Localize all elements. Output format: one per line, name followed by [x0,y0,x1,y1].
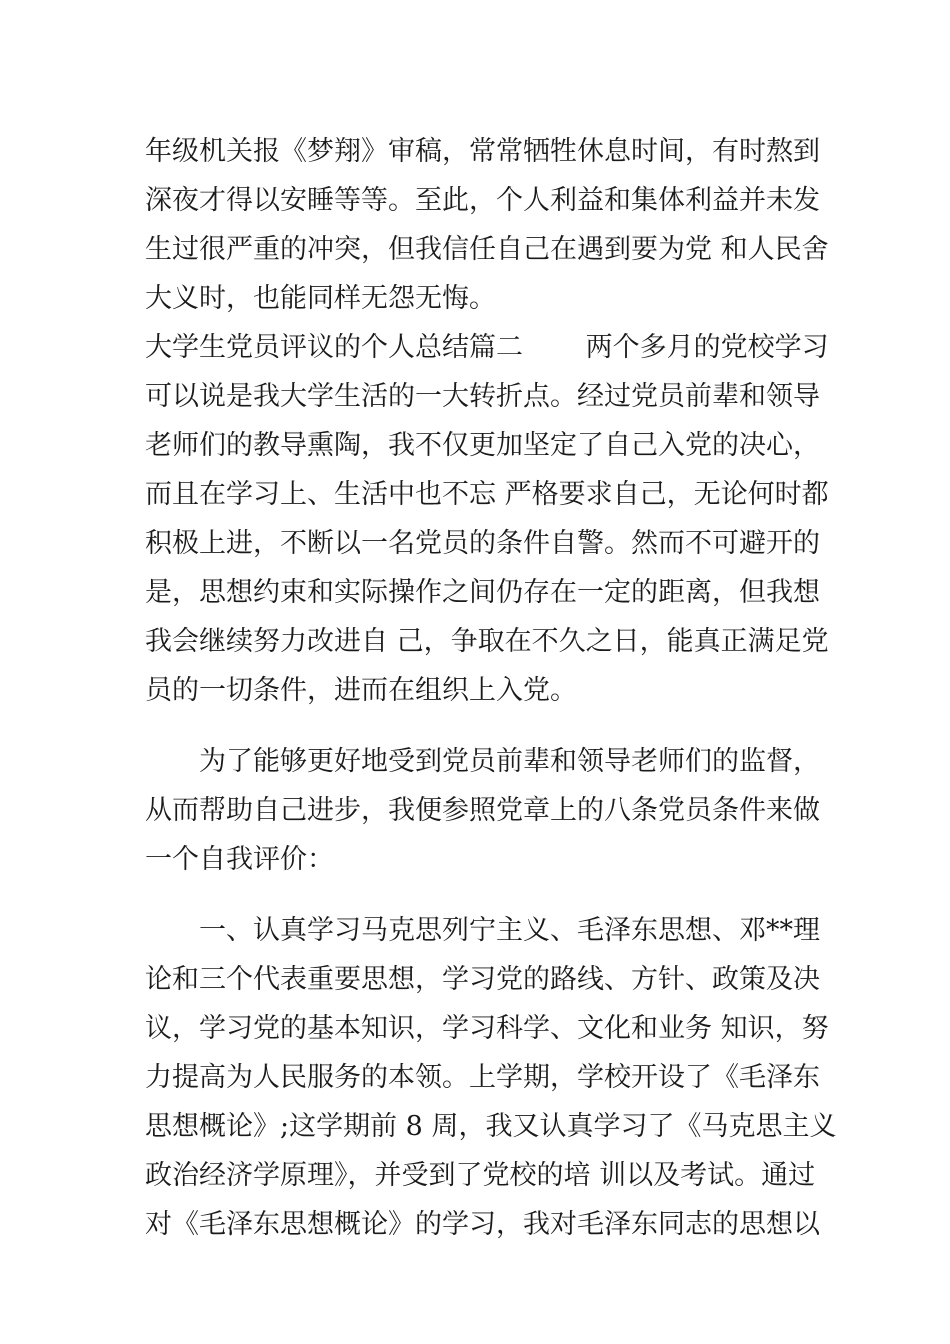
text-line: 是，思想约束和实际操作之间仍存在一定的距离，但我想 [145,577,820,608]
text-line: 员的一切条件，进而在组织上入党。 [145,675,577,706]
text-line: 思想概论》;这学期前 8 周，我又认真学习了《马克思主义 [145,1111,837,1142]
text-line: 我会继续努力改进自 己，争取在不久之日，能真正满足党 [145,626,829,657]
text-line: 一、认真学习马克思列宁主义、毛泽东思想、邓**理 [145,915,820,946]
text-line: 大义时，也能同样无怨无悔。 [145,283,496,314]
text-line: 政治经济学原理》，并受到了党校的培 训以及考试。通过 [145,1160,816,1191]
paragraph-spacer [145,884,810,906]
text-line: 积极上进，不断以一名党员的条件自警。然而不可避开的 [145,528,820,559]
text-line: 而且在学习上、生活中也不忘 严格要求自己，无论何时都 [145,479,829,510]
text-line: 力提高为人民服务的本领。上学期，学校开设了《毛泽东 [145,1062,820,1093]
text-line: 论和三个代表重要思想，学习党的路线、方针、政策及决 [145,964,820,995]
text-line: 深夜才得以安睡等等。至此，个人利益和集体利益并未发 [145,185,820,216]
text-line: 一个自我评价： [145,844,334,875]
text-line: 老师们的教导熏陶，我不仅更加坚定了自己入党的决心， [145,430,820,461]
text-line: 年级机关报《梦翔》审稿，常常牺牲休息时间，有时熬到 [145,136,820,167]
section-heading-line: 大学生党员评议的个人总结篇二 两个多月的党校学习 [145,332,829,363]
text-line: 可以说是我大学生活的一大转折点。经过党员前辈和领导 [145,381,820,412]
document-body [145,127,837,1249]
text-line: 为了能够更好地受到党员前辈和领导老师们的监督， [145,746,820,777]
text-line: 从而帮助自己进步，我便参照党章上的八条党员条件来做 [145,795,820,826]
text-line: 议，学习党的基本知识，学习科学、文化和业务 知识，努 [145,1013,829,1044]
text-line: 对《毛泽东思想概论》的学习，我对毛泽东同志的思想以 [145,1209,820,1240]
text-line: 生过很严重的冲突，但我信任自己在遇到要为党 和人民舍 [145,234,829,265]
paragraph-spacer [145,715,810,737]
